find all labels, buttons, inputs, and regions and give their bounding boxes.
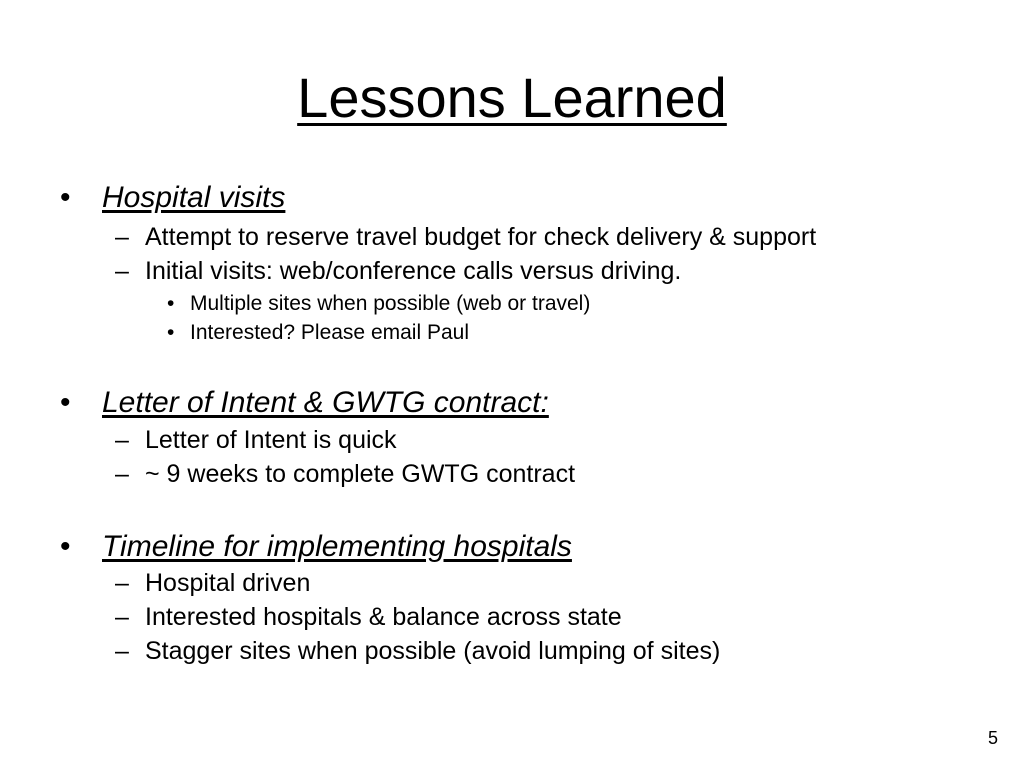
dash-icon: –	[115, 426, 129, 454]
sub-item-text: Attempt to reserve travel budget for check delivery & support	[145, 223, 817, 251]
page-number: 5	[987, 728, 998, 748]
dash-icon: –	[115, 257, 129, 285]
bullet-icon: •	[167, 292, 175, 315]
section-heading: Timeline for implementing hospitals	[102, 530, 572, 563]
sub-item-text: Hospital driven	[145, 569, 311, 597]
slide-title: Lessons Learned	[297, 66, 727, 129]
dash-icon: –	[115, 603, 129, 631]
bullet-icon: •	[60, 386, 71, 419]
dash-icon: –	[115, 569, 129, 597]
sub-sub-item-text: Interested? Please email Paul	[190, 321, 469, 344]
sub-item-text: Interested hospitals & balance across state	[145, 603, 622, 631]
bullet-icon: •	[167, 321, 175, 344]
section-heading: Letter of Intent & GWTG contract:	[102, 386, 549, 419]
sub-item-text: Stagger sites when possible (avoid lumping of sites)	[145, 637, 721, 665]
sub-item-text: Initial visits: web/conference calls versus driving.	[145, 257, 682, 285]
sub-item-text: ~ 9 weeks to complete GWTG contract	[145, 460, 576, 488]
dash-icon: –	[115, 460, 129, 488]
dash-icon: –	[115, 223, 129, 251]
dash-icon: –	[115, 637, 129, 665]
sub-sub-item-text: Multiple sites when possible (web or travel)	[190, 292, 591, 315]
bullet-icon: •	[60, 181, 71, 214]
bullet-icon: •	[60, 530, 71, 563]
sub-item-text: Letter of Intent is quick	[145, 426, 397, 454]
section-heading: Hospital visits	[102, 181, 286, 214]
